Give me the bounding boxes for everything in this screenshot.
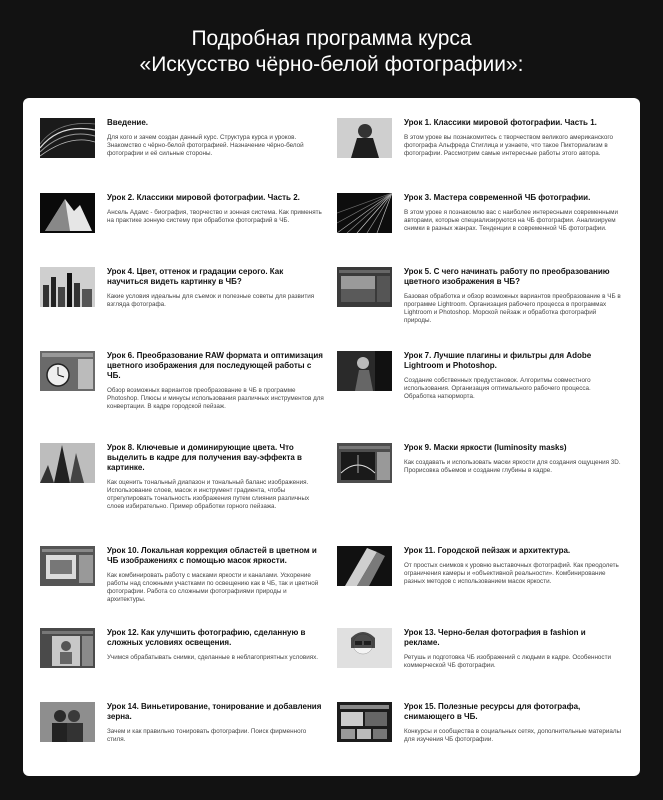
header-title-line2: «Искусство чёрно-белой фотографии»: [139,53,524,76]
rays-thumbnail [337,193,392,233]
lesson-title: Урок 5. С чего начинать работу по преобразованию цветного изображения в ЧБ? [404,267,610,286]
lesson-title: Урок 8. Ключевые и доминирующие цвета. Что выделить в кадре для получения вау-эффекта в картинке. [107,443,302,472]
lesson-description: Обзор возможных вариантов преобразование в ЧБ в программе Photoshop. Плюсы и минусы использования различных инструментов для конвертации. В кадре городской пейзаж. [107,387,324,410]
page-header [0,0,663,98]
lesson-description: Как создавать и использовать маски яркости для создания ощущения 3D. Прорисовка объемов и создание глубины в кадре. [404,459,621,474]
lesson-description: Учимся обрабатывать снимки, сделанные в неблагоприятных условиях. [107,654,319,661]
lesson-title: Урок 14. Виньетирование, тонирование и добавления зерна. [107,702,322,721]
lightroom-window-thumbnail [337,267,392,307]
lesson-description: Конкурсы и сообщества в социальных сетях, дополнительные материалы для изучения ЧБ фотографии. [404,728,622,743]
lesson-title: Урок 11. Городской пейзаж и архитектура. [404,546,571,555]
abstract-lines-thumbnail [40,118,95,158]
woman-portrait-thumbnail [337,351,392,391]
mountain-thumbnail [40,193,95,233]
bridge-editor-thumbnail [337,443,392,483]
lesson-title: Урок 10. Локальная коррекция областей в цветном и ЧБ изображениях с помощью масок яркости. [107,546,317,565]
lesson-description: Как оценить тональный диапазон и тональный баланс изображения. Использование слоев, масок и инструмент градиента, чтобы отрегулировать тональность изображения путем слияния различных слоев избирательно. Пример обработки горного пейзажа. [107,479,310,510]
lesson-title: Введение. [107,118,148,127]
lesson-title: Урок 9. Маски яркости (luminosity masks) [404,443,567,452]
lesson-title: Урок 13. Черно-белая фотография в fashion и рекламе. [404,628,586,647]
lesson-title: Урок 4. Цвет, оттенок и градации серого. Как научиться видеть картинку в ЧБ? [107,267,284,286]
lesson-description: Как комбинировать работу с масками яркости и каналами. Ускорение работы над сложными участками по освещению как в ЧБ, так и цветной фотографии. Работа со сложными фотографиями природы и архитектуры. [107,572,319,603]
lesson-description: Ретушь и подготовка ЧБ изображений с людьми в кадре. Особенности коммерческой ЧБ фотографии. [404,654,611,669]
lesson-description: В этом уроке вы познакомитесь с творчеством великого американского фотографа Альфреда Стиглица и узнаете, что такое Пикториализм в фотографии. Рассмотрим самые интересные работы этого автора. [404,134,614,157]
lesson-title: Урок 3. Мастера современной ЧБ фотографии. [404,193,591,202]
lesson-description: Какие условия идеальны для съемок и полезные советы для развития взгляда фотографа. [107,293,315,308]
lesson-description: Ансель Адамс - биография, творчество и зонная система. Как применять на практике зонную систему при обработке фотографий в ЧБ. [107,209,322,224]
child-portrait-thumbnail [40,628,95,668]
lesson-title: Урок 12. Как улучшить фотографию, сделанную в сложных условиях освещения. [107,628,306,647]
lesson-title: Урок 15. Полезные ресурсы для фотографа, снимающего в ЧБ. [404,702,581,721]
lesson-description: Зачем и как правильно тонировать фотографии. Поиск фирменного стиля. [107,728,307,743]
couple-portrait-thumbnail [40,702,95,742]
lesson-title: Урок 6. Преобразование RAW формата и оптимизация цветного изображения для последующей работы с ЧБ. [107,351,323,380]
lesson-description: От простых снимков к уровню выставочных фотографий. Как преодолеть ограничения камеры и «объективной реальности». Комбинирование разных методов с использованием масок яркости. [404,562,619,585]
lesson-description: Базовая обработка и обзор возможных вариантов преобразование в ЧБ в программе Lightroom. Организация рабочего процесса в программах Lightroom и Photoshop. Морской пейзаж и обработка фотографий природы. [404,293,621,324]
lesson-description: Создание собственных предустановок. Алгоритмы совместного использования. Организация оптимального рабочего процесса. Обработка натюрморта. [404,377,591,400]
city-skyline-thumbnail [40,267,95,307]
program-card [23,98,640,776]
lesson-description: Для кого и зачем создан данный курс. Структура курса и уроков. Знакомство с чёрно-белой фотографией. Назначение чёрно-белой фотографии и её сильные стороны. [107,134,304,157]
clock-editor-thumbnail [40,351,95,391]
vintage-portrait-thumbnail [337,118,392,158]
skyscraper-thumbnail [40,443,95,483]
lesson-description: В этом уроке я познакомлю вас с наиболее интересными современными авторами, которые специализируются на ЧБ фотографии. Анализируем снимки в разных жанрах. Тенденции в современной ЧБ фотографии. [404,209,619,232]
header-title-line1: Подробная программа курса [191,27,472,50]
fashion-model-thumbnail [337,628,392,668]
lesson-title: Урок 1. Классики мировой фотографии. Часть 1. [404,118,597,127]
lesson-title: Урок 2. Классики мировой фотографии. Часть 2. [107,193,300,202]
architecture-thumbnail [337,546,392,586]
photoshop-window-thumbnail [40,546,95,586]
website-thumbnail [337,702,392,742]
lesson-title: Урок 7. Лучшие плагины и фильтры для Adobe Lightroom и Photoshop. [404,351,592,370]
